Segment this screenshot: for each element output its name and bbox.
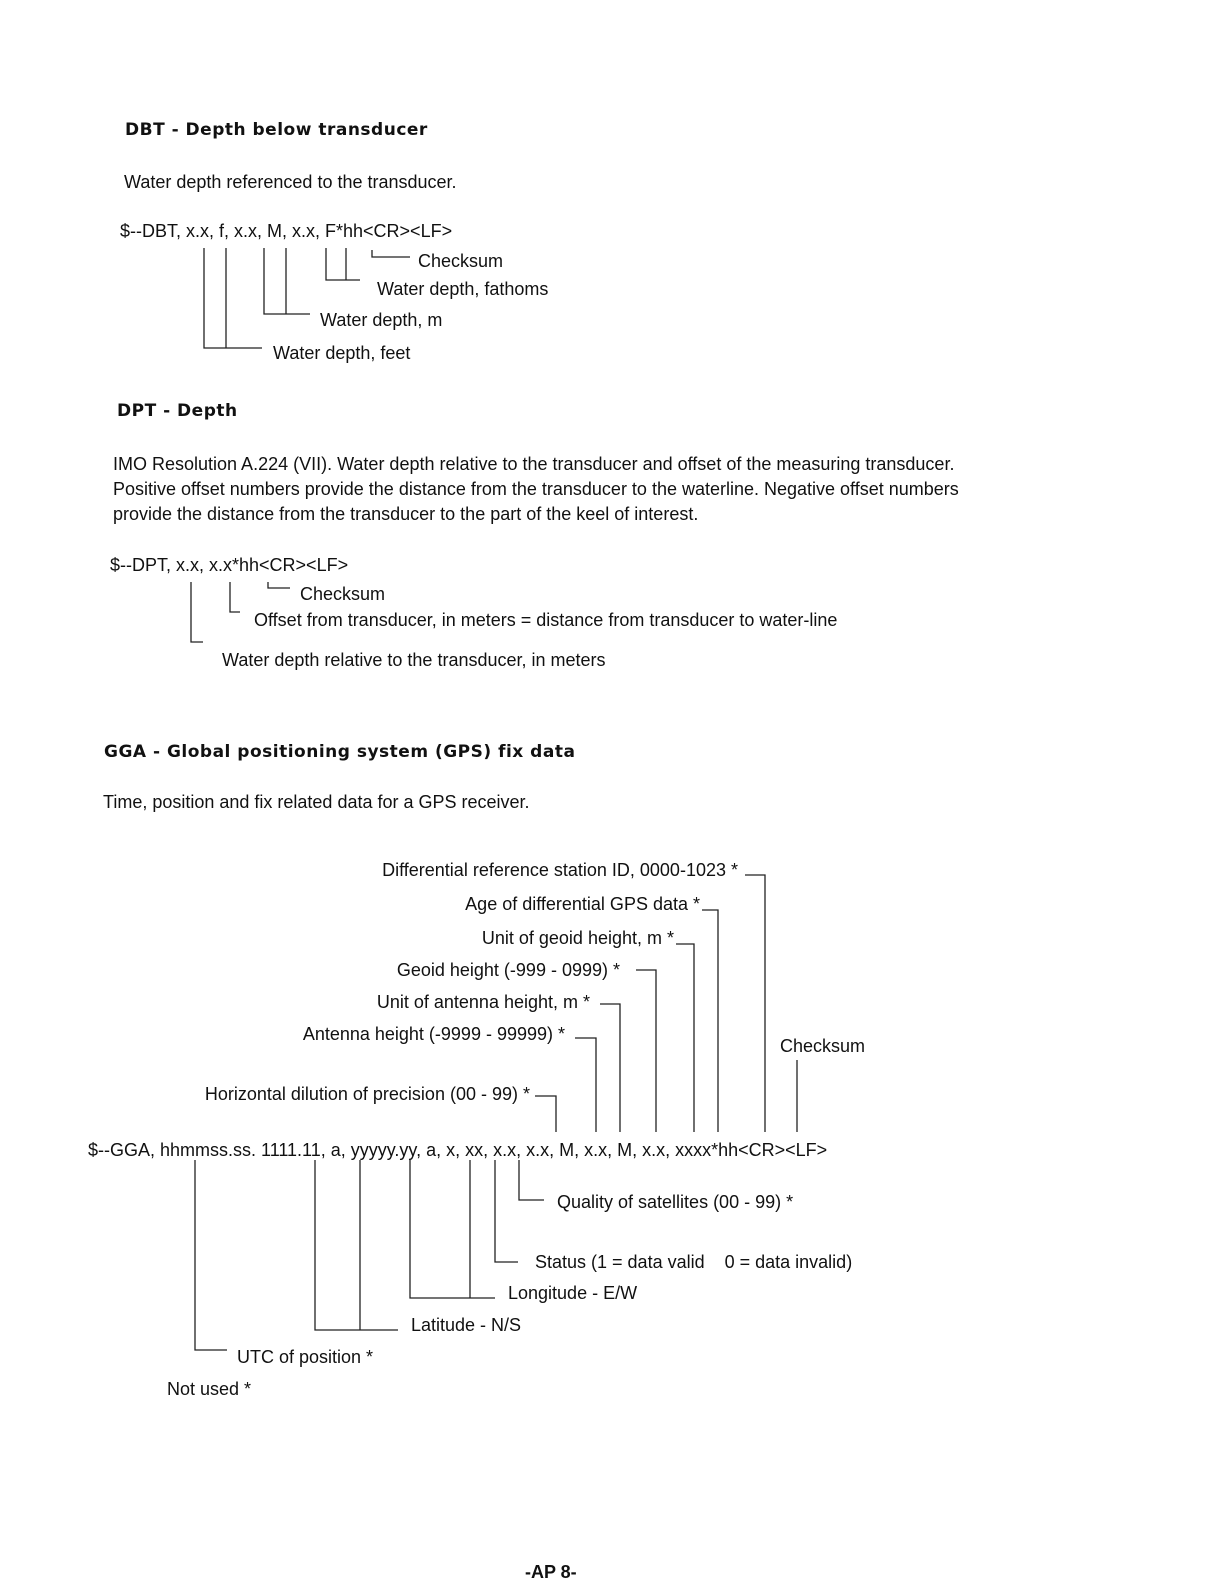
dpt-title: DPT - Depth	[117, 401, 238, 421]
dbt-field-meters: Water depth, m	[320, 310, 443, 330]
gga-field-geoid-unit: Unit of geoid height, m *	[481, 928, 674, 948]
dpt-sentence: $--DPT, x.x, x.x*hh<CR><LF>	[110, 555, 349, 575]
gga-field-not-used: Not used *	[167, 1379, 252, 1399]
dbt-field-feet: Water depth, feet	[273, 343, 411, 363]
gga-field-longitude: Longitude - E/W	[508, 1283, 638, 1303]
dbt-description: Water depth referenced to the transducer.	[124, 172, 457, 192]
gga-field-hdop: Horizontal dilution of precision (00 - 99) *	[204, 1084, 530, 1104]
dbt-title: DBT - Depth below transducer	[125, 120, 428, 140]
dpt-field-offset: Offset from transducer, in meters = distance from transducer to water-line	[254, 610, 838, 630]
dbt-field-checksum: Checksum	[418, 251, 504, 271]
gga-field-quality: Quality of satellites (00 - 99) *	[557, 1192, 794, 1212]
dpt-field-checksum: Checksum	[300, 584, 386, 604]
dpt-field-depth: Water depth relative to the transducer, in meters	[222, 650, 606, 670]
page-number: -AP 8-	[525, 1562, 577, 1582]
gga-field-checksum: Checksum	[780, 1036, 866, 1056]
gga-field-latitude: Latitude - N/S	[411, 1315, 522, 1335]
gga-field-status: Status (1 = data valid 0 = data invalid)	[535, 1252, 853, 1272]
dbt-sentence: $--DBT, x.x, f, x.x, M, x.x, F*hh<CR><LF>	[120, 221, 453, 241]
dpt-description-line: Positive offset numbers provide the distance from the transducer to the waterline. Negative offset numbers	[113, 479, 959, 499]
gga-title: GGA - Global positioning system (GPS) fix data	[104, 742, 576, 762]
gga-field-utc: UTC of position *	[237, 1347, 374, 1367]
gga-sentence: $--GGA, hhmmss.ss. 1111.11, a, yyyyy.yy, a, x, xx, x.x, x.x, M, x.x, M, x.x, xxxx*hh<CR><LF>	[88, 1140, 828, 1160]
gga-field-antenna-unit: Unit of antenna height, m *	[376, 992, 590, 1012]
gga-field-antenna-height: Antenna height (-9999 - 99999) *	[302, 1024, 565, 1044]
dpt-description-line: provide the distance from the transducer to the part of the keel of interest.	[113, 504, 699, 524]
gga-field-age: Age of differential GPS data *	[465, 894, 700, 914]
gga-field-geoid-height: Geoid height (-999 - 0999) *	[396, 960, 620, 980]
dbt-field-fathoms: Water depth, fathoms	[377, 279, 549, 299]
dpt-description	[113, 452, 1063, 527]
dpt-description-line: IMO Resolution A.224 (VII). Water depth relative to the transducer and offset of the measuring transducer.	[113, 454, 955, 474]
gga-field-station-id: Differential reference station ID, 0000-1023 *	[382, 860, 738, 880]
gga-description: Time, position and fix related data for a GPS receiver.	[103, 792, 530, 812]
